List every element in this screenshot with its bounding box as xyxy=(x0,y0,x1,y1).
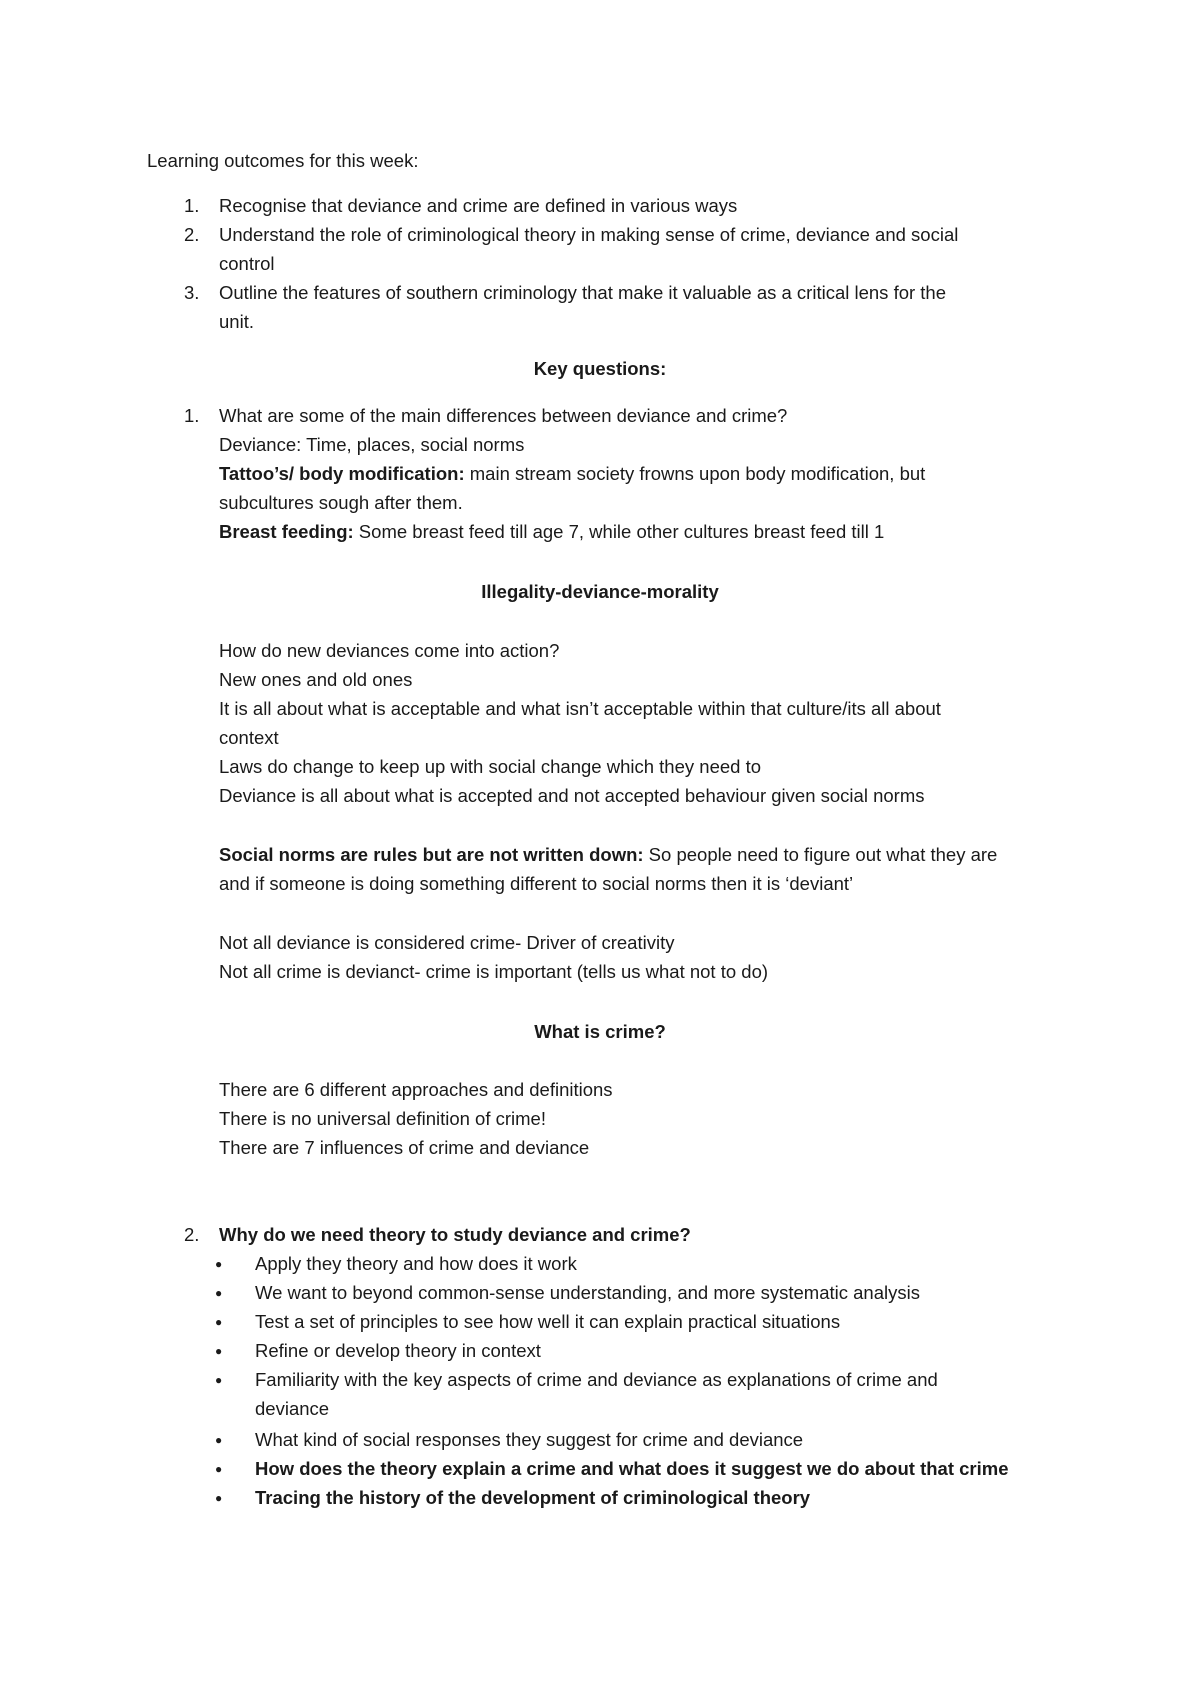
what-is-crime-heading: What is crime? xyxy=(534,1021,666,1042)
crime-line-2: There is no universal definition of crime! xyxy=(219,1108,546,1129)
bullet-item-3: Test a set of principles to see how well it can explain practical situations xyxy=(255,1311,841,1332)
breast-feeding-line xyxy=(219,521,884,543)
bullet-icon: ● xyxy=(215,1433,223,1447)
breast-feeding-text: Some breast feed till age 7, while other cultures breast feed till 1 xyxy=(353,521,885,542)
illegality-line-4: context xyxy=(219,727,279,748)
bullet-icon: ● xyxy=(215,1491,223,1505)
bullet-item-5-cont: deviance xyxy=(255,1398,330,1419)
question-2: Why do we need theory to study deviance and crime? xyxy=(219,1224,691,1245)
intro-line: Learning outcomes for this week: xyxy=(147,150,419,171)
outcome-number-2: 2. xyxy=(184,224,200,245)
breast-feeding-label: Breast feeding: xyxy=(219,521,354,542)
not-all-deviance-line: Not all deviance is considered crime- Driver of creativity xyxy=(219,932,675,953)
tattoo-text: main stream society frowns upon body modification, but xyxy=(464,463,926,484)
not-all-crime-line: Not all crime is devianct- crime is important (tells us what not to do) xyxy=(219,961,769,982)
question-1: What are some of the main differences between deviance and crime? xyxy=(219,405,788,426)
crime-line-1: There are 6 different approaches and definitions xyxy=(219,1079,613,1100)
outcome-1: Recognise that deviance and crime are defined in various ways xyxy=(219,195,738,216)
crime-line-3: There are 7 influences of crime and deviance xyxy=(219,1137,590,1158)
social-norms-line-cont: and if someone is doing something different to social norms then it is ‘deviant’ xyxy=(219,873,854,894)
bullet-item-8: Tracing the history of the development of criminological theory xyxy=(255,1487,811,1508)
bullet-item-6: What kind of social responses they suggest for crime and deviance xyxy=(255,1429,804,1450)
bullet-icon: ● xyxy=(215,1344,223,1358)
social-norms-text: So people need to figure out what they are xyxy=(643,844,998,865)
tattoo-label: Tattoo’s/ body modification: xyxy=(219,463,465,484)
bullet-item-5: Familiarity with the key aspects of crime and deviance as explanations of crime and xyxy=(255,1369,938,1390)
illegality-heading: Illegality-deviance-morality xyxy=(481,581,719,602)
bullet-icon: ● xyxy=(215,1257,223,1271)
outcome-2-cont: control xyxy=(219,253,275,274)
tattoo-line-cont: subcultures sough after them. xyxy=(219,492,463,513)
illegality-line-5: Laws do change to keep up with social change which they need to xyxy=(219,756,762,777)
outcome-number-3: 3. xyxy=(184,282,200,303)
bullet-item-1: Apply they theory and how does it work xyxy=(255,1253,577,1274)
outcome-number-1: 1. xyxy=(184,195,200,216)
bullet-item-4: Refine or develop theory in context xyxy=(255,1340,541,1361)
illegality-line-1: How do new deviances come into action? xyxy=(219,640,560,661)
question-number-1: 1. xyxy=(184,405,200,426)
bullet-icon: ● xyxy=(215,1315,223,1329)
outcome-3-cont: unit. xyxy=(219,311,254,332)
question-number-2: 2. xyxy=(184,1224,200,1245)
social-norms-label: Social norms are rules but are not written down: xyxy=(219,844,644,865)
outcome-2: Understand the role of criminological theory in making sense of crime, deviance and social xyxy=(219,224,959,245)
deviance-line: Deviance: Time, places, social norms xyxy=(219,434,525,455)
outcome-3: Outline the features of southern criminology that make it valuable as a critical lens for the xyxy=(219,282,947,303)
social-norms-line xyxy=(219,844,997,866)
bullet-icon: ● xyxy=(215,1462,223,1476)
key-questions-heading: Key questions: xyxy=(533,358,667,379)
bullet-icon: ● xyxy=(215,1373,223,1387)
illegality-line-2: New ones and old ones xyxy=(219,669,413,690)
bullet-icon: ● xyxy=(215,1286,223,1300)
illegality-line-3: It is all about what is acceptable and what isn’t acceptable within that culture/its all about xyxy=(219,698,941,719)
tattoo-line xyxy=(219,463,925,485)
illegality-line-6: Deviance is all about what is accepted and not accepted behaviour given social norms xyxy=(219,785,925,806)
bullet-item-7: How does the theory explain a crime and what does it suggest we do about that crime xyxy=(255,1458,1009,1479)
bullet-item-2: We want to beyond common-sense understanding, and more systematic analysis xyxy=(255,1282,920,1303)
